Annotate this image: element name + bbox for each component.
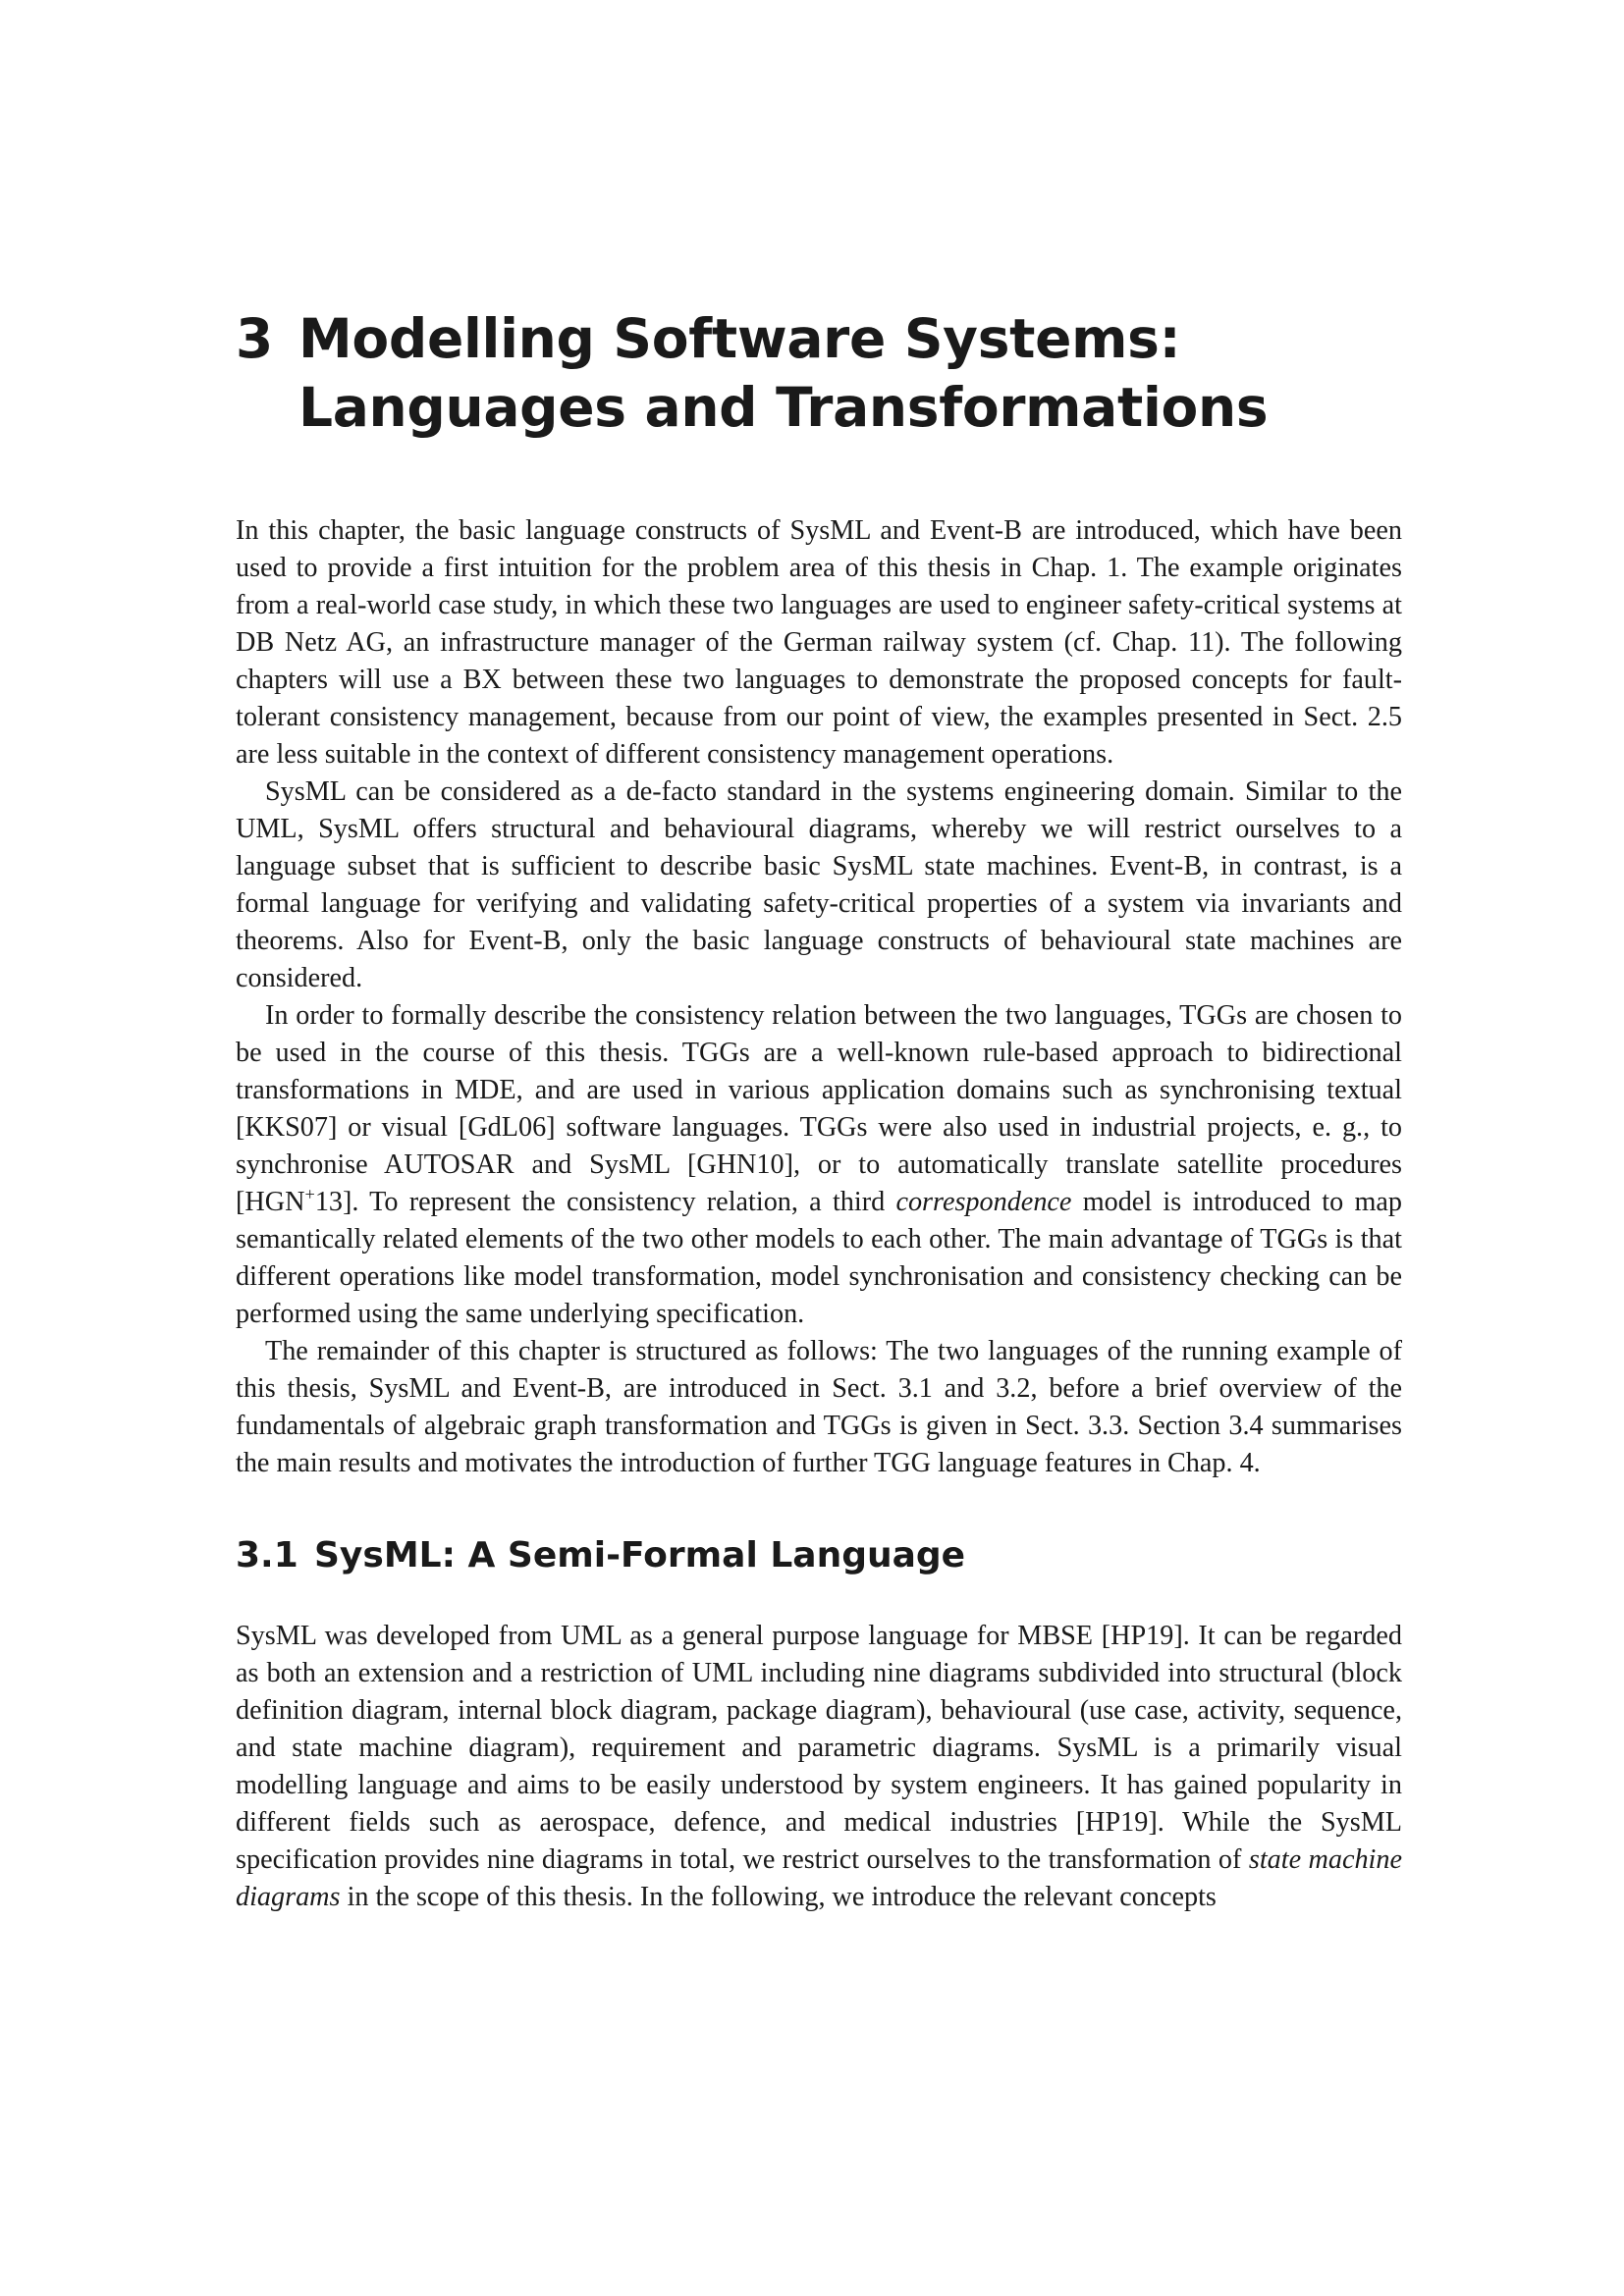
section-title: SysML: A Semi-Formal Language bbox=[314, 1535, 966, 1575]
page bbox=[236, 304, 1402, 1916]
chapter-heading bbox=[236, 304, 1402, 442]
section-number: 3.1 bbox=[236, 1535, 298, 1575]
section-paragraph-1-part-a: SysML was developed from UML as a general purpose language for MBSE [HP19]. It can be regarded as both an extension and a restriction of UML including nine diagrams subdivided into structural (block definition diagram, internal block diagram, package diagram), behavioural (use case, activity, sequence, and state machine diagram), requirement and parametric diagrams. SysML is a primarily visual modelling language and aims to be easily understood by system engineers. It has gained popularity in different fields such as aerospace, defence, and medical industries [HP19]. While the SysML specification provides nine diagrams in total, we restrict ourselves to the transformation of bbox=[236, 1621, 1402, 1875]
intro-paragraph-3-part-a: In order to formally describe the consistency relation between the two languages, TGGs are chosen to be used in the course of this thesis. TGGs are a well-known rule-based approach to bidirectional transformations in MDE, and are used in various application domains such as synchronising textual [KKS07] or visual [GdL06] software languages. TGGs were also used in industrial projects, e. g., to synchronise AUTOSAR and SysML [GHN10], or to automatically translate satellite procedures [HGN bbox=[236, 1000, 1402, 1217]
intro-paragraph-2: SysML can be considered as a de-facto standard in the systems engineering domain. Similar to the UML, SysML offers structural and behavioural diagrams, whereby we will restrict ourselves to a language subset that is sufficient to describe basic SysML state machines. Event-B, in contrast, is a formal language for verifying and validating safety-critical properties of a system via invariants and theorems. Also for Event-B, only the basic language constructs of behavioural state machines are considered. bbox=[236, 776, 1402, 993]
intro-paragraph-1: In this chapter, the basic language constructs of SysML and Event-B are introduced, which have been used to provide a first intuition for the problem area of this thesis in Chap. 1. The example originates from a real-world case study, in which these two languages are used to engineer safety-critical systems at DB Netz AG, an infrastructure manager of the German railway system (cf. Chap. 11). The following chapters will use a BX between these two languages to demonstrate the proposed concepts for fault-tolerant consistency management, because from our point of view, the examples presented in Sect. 2.5 are less suitable in the context of different consistency management operations. bbox=[236, 515, 1402, 770]
section-paragraph-1 bbox=[236, 1618, 1402, 1916]
section-body bbox=[236, 1618, 1402, 1916]
section-paragraph-1-part-b: in the scope of this thesis. In the following, we introduce the relevant concepts bbox=[340, 1882, 1217, 1912]
emphasis-correspondence: correspondence bbox=[895, 1187, 1072, 1217]
chapter-intro bbox=[236, 512, 1402, 1482]
chapter-title: Modelling Software Systems: Languages and Transformations bbox=[298, 307, 1269, 439]
citation-superscript: + bbox=[304, 1184, 315, 1204]
intro-paragraph-3-part-c: model is introduced to map semantically related elements of the two other models to each other. The main advantage of TGGs is that different operations like model transformation, model synchronisation and consistency checking can be performed using the same underlying specification. bbox=[236, 1187, 1402, 1329]
intro-paragraph-4: The remainder of this chapter is structured as follows: The two languages of the running example of this thesis, SysML and Event-B, are introduced in Sect. 3.1 and 3.2, before a brief overview of the fundamentals of algebraic graph transformation and TGGs is given in Sect. 3.3. Section 3.4 summarises the main results and motivates the introduction of further TGG language features in Chap. 4. bbox=[236, 1336, 1402, 1478]
chapter-number: 3 bbox=[236, 307, 273, 370]
intro-paragraph-3-part-b: 13]. To represent the consistency relation, a third bbox=[314, 1187, 896, 1217]
section-heading bbox=[236, 1533, 1402, 1578]
emphasis-state-machine-diagrams: state machine diagrams bbox=[236, 1844, 1402, 1912]
intro-paragraph-3 bbox=[236, 997, 1402, 1333]
